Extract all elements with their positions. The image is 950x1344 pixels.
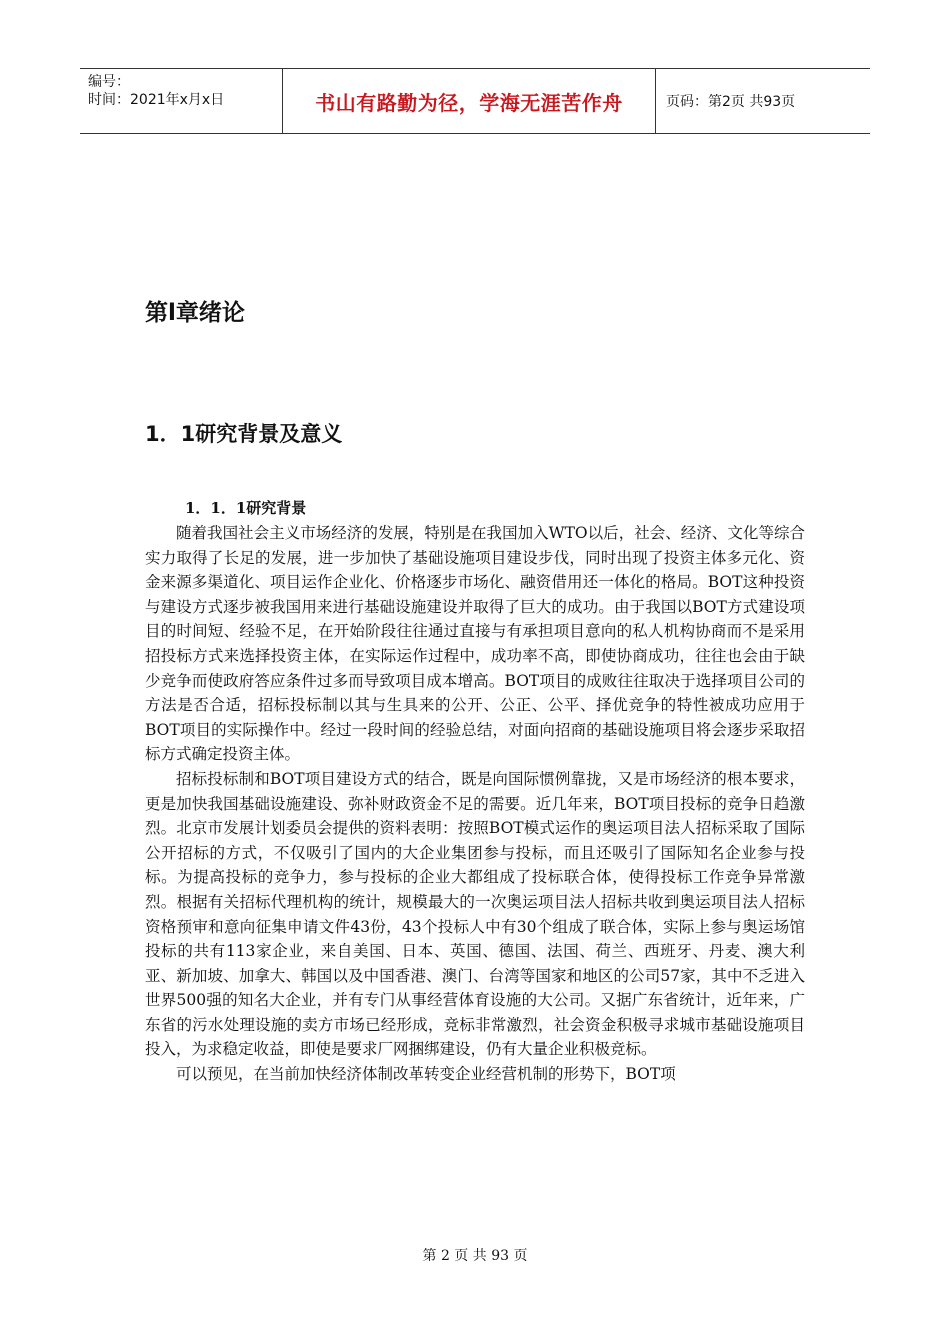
paragraph-3: 可以预见，在当前加快经济体制改革转变企业经营机制的形势下，BOT项 <box>176 1065 676 1084</box>
motto-text: 书山有路勤为径，学海无涯苦作舟 <box>315 90 623 115</box>
page-footer: 第 2 页 共 93 页 <box>422 1248 528 1264</box>
date-label: 时间：2021年x月x日 <box>88 92 225 108</box>
page-label: 页码：第2页 共93页 <box>666 94 796 110</box>
paragraph-1: 随着我国社会主义市场经济的发展，特别是在我国加入WTO以后，社会、经济、文化等综合实力取得了长足的发展，进一步加快了基础设施项目建设步伐，同时出现了投资主体多元化、资金来源多渠道化、项目运作企业化、价格逐步市场化、融资借用还一体化的格局。BOT这种投资与建设方式逐步被我国用来进行基础设施建设并取得了巨大的成功。由于我国以BOT方式建设项目的时间短、经验不足，在开始阶段往往通过直接与有承担项目意向的私人机构协商而不是采用招投标方式来选择投资主体，在实际运作过程中，成功率不高，即使协商成功，往往也会由于缺少竞争而使政府答应条件过多而导致项目成本增高。BOT项目的成败往往取决于选择项目公司的方法是否合适，招标投标制以其与生具来的公开、公正、公平、择优竞争的特性被成功应用于BOT项目的实际操作中。经过一段时间的经验总结，对面向招商的基础设施项目将会逐步采取招标方式确定投资主体。 <box>145 524 805 764</box>
section-title: 1．1研究背景及意义 <box>145 422 343 446</box>
page-header <box>80 68 870 134</box>
header-meta <box>80 69 282 133</box>
header-motto-cell <box>282 69 656 133</box>
subsection-title: 1．1．1研究背景 <box>185 499 307 517</box>
chapter-title: 第l章绪论 <box>145 300 245 326</box>
header-page-info <box>656 69 870 133</box>
body-text <box>145 521 805 1087</box>
number-label: 编号： <box>88 74 130 90</box>
paragraph-2: 招标投标制和BOT项目建设方式的结合，既是向国际惯例靠拢，又是市场经济的根本要求，更是加快我国基础设施建设、弥补财政资金不足的需要。近几年来，BOT项目投标的竞争日趋激烈。北京市发展计划委员会提供的资料表明：按照BOT模式运作的奥运项目法人招标采取了国际公开招标的方式，不仅吸引了国内的大企业集团参与投标，而且还吸引了国际知名企业参与投标。为提高投标的竞争力，参与投标的企业大都组成了投标联合体，使得投标工作竞争异常激烈。根据有关招标代理机构的统计，规模最大的一次奥运项目法人招标共收到奥运项目法人招标资格预审和意向征集申请文件43份，43个投标人中有30个组成了联合体，实际上参与奥运场馆投标的共有113家企业，来自美国、日本、英国、德国、法国、荷兰、西班牙、丹麦、澳大利亚、新加坡、加拿大、韩国以及中国香港、澳门、台湾等国家和地区的公司57家，其中不乏进入世界500强的知名大企业，并有专门从事经营体育设施的大公司。又据广东省统计，近年来，广东省的污水处理设施的卖方市场已经形成，竞标非常激烈，社会资金积极寻求城市基础设施项目投入，为求稳定收益，即使是要求厂网捆绑建设，仍有大量企业积极竞标。 <box>145 769 805 1059</box>
